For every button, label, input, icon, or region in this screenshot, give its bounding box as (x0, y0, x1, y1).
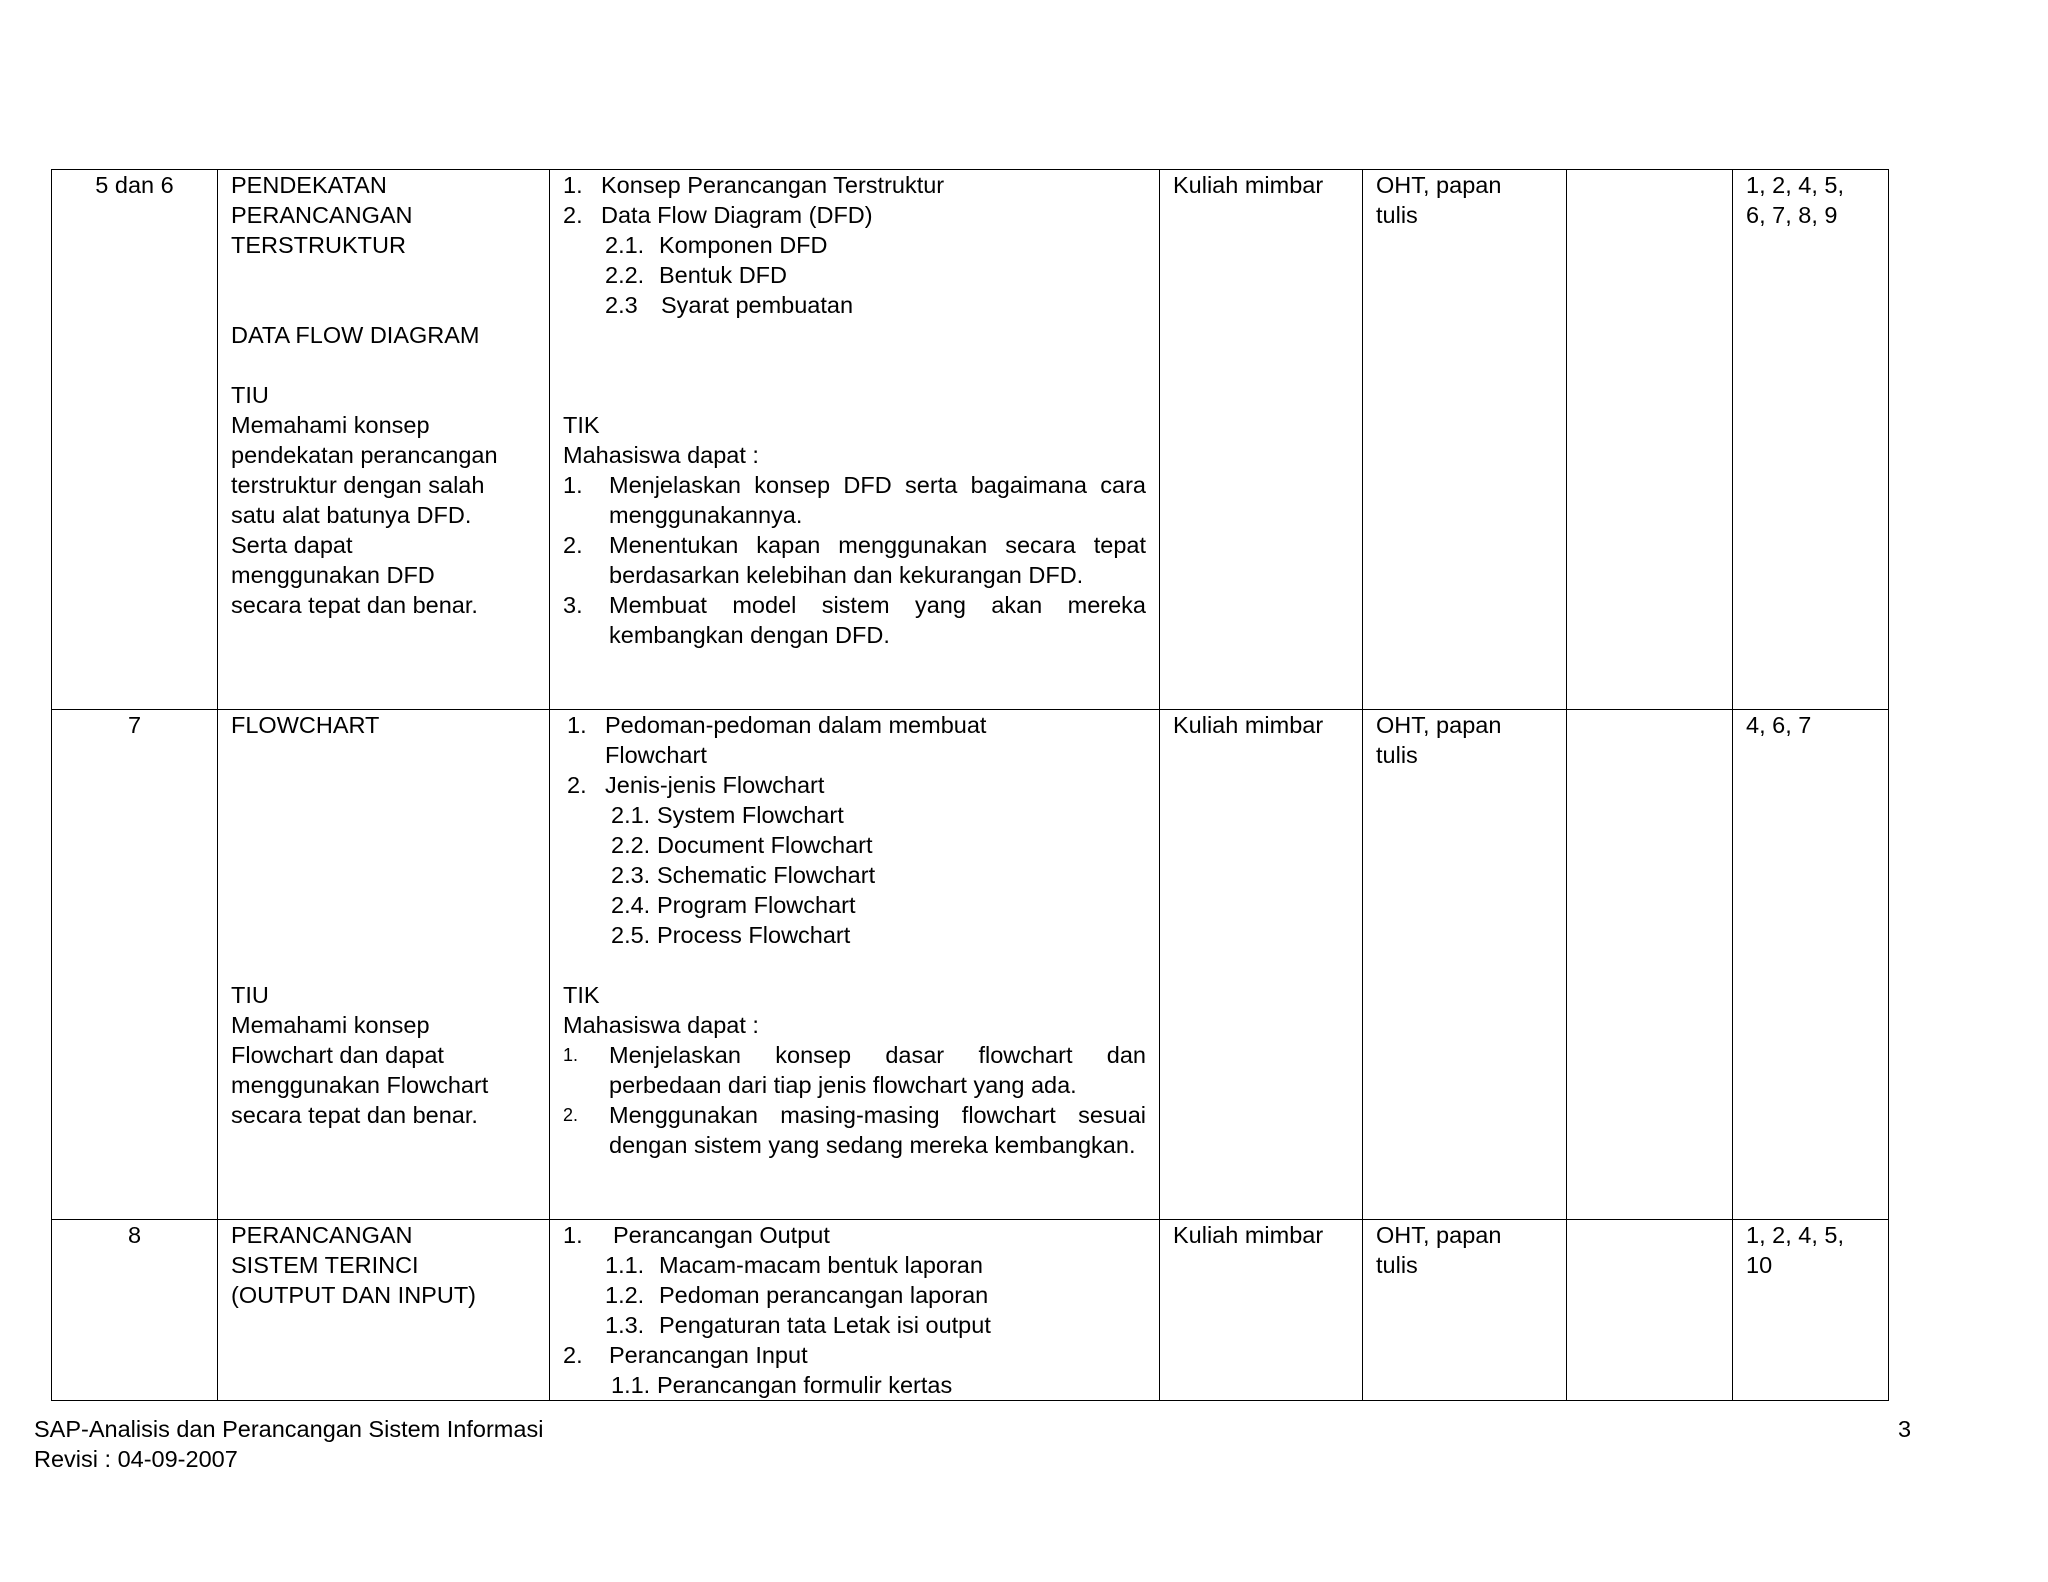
references-cell (1733, 170, 1889, 710)
evaluation-cell (1567, 170, 1733, 710)
tik-label: TIK (563, 982, 600, 1008)
topic-line: FLOWCHART (231, 712, 380, 738)
list-item: 2. Data Flow Diagram (DFD) (563, 202, 873, 228)
list-item: 2.4. Program Flowchart (611, 892, 856, 918)
tiu-line: Flowchart dan dapat (231, 1042, 444, 1068)
list-item: 2. Menentukan kapan menggunakan secara tepat berdasarkan kelebihan dan kekurangan DFD. (563, 532, 1146, 588)
list-item: 2.2. Bentuk DFD (605, 262, 787, 288)
method-label: Kuliah mimbar (1173, 172, 1324, 198)
method-label: Kuliah mimbar (1173, 712, 1324, 738)
tiu-line: secara tepat dan benar. (231, 592, 478, 618)
list-item: 1.2. Pedoman perancangan laporan (605, 1282, 989, 1308)
topic-line: (OUTPUT DAN INPUT) (231, 1282, 477, 1308)
reference-line: 1, 2, 4, 5, (1746, 1222, 1844, 1248)
reference-line: 4, 6, 7 (1746, 712, 1812, 738)
footer-revision: Revisi : 04-09-2007 (34, 1446, 238, 1472)
list-item: Flowchart (605, 742, 707, 768)
week-cell (52, 710, 218, 1220)
list-item: 2.1. Komponen DFD (605, 232, 828, 258)
list-item: 3. Membuat model sistem yang akan mereka kembangkan dengan DFD. (563, 592, 1146, 648)
method-label: Kuliah mimbar (1173, 1222, 1324, 1248)
topic-cell (218, 170, 550, 710)
content-cell (550, 1220, 1160, 1401)
list-item: 1. Pedoman-pedoman dalam membuat (567, 712, 987, 738)
list-item: 2.5. Process Flowchart (611, 922, 851, 948)
tiu-line: menggunakan Flowchart (231, 1072, 489, 1098)
table-row (52, 170, 1889, 710)
method-cell (1160, 170, 1363, 710)
list-item: 1. Menjelaskan konsep DFD serta bagaimana cara menggunakannya. (563, 472, 1146, 528)
method-cell (1160, 710, 1363, 1220)
tik-label: TIK (563, 412, 600, 438)
media-line: OHT, papan (1376, 712, 1502, 738)
tiu-line: Serta dapat (231, 532, 353, 558)
topic-line: PERANCANGAN (231, 1222, 413, 1248)
topic-line: PERANCANGAN (231, 202, 413, 228)
table-row (52, 1220, 1889, 1401)
method-cell (1160, 1220, 1363, 1401)
list-item: 2. Menggunakan masing-masing flowchart sesuai dengan sistem yang sedang mereka kembangkan. (563, 1102, 1146, 1158)
reference-line: 6, 7, 8, 9 (1746, 202, 1838, 228)
list-item: 1.1. Perancangan formulir kertas (611, 1372, 953, 1398)
topic-subtitle: DATA FLOW DIAGRAM (231, 322, 480, 348)
week-cell (52, 170, 218, 710)
list-item: 1.3. Pengaturan tata Letak isi output (605, 1312, 991, 1338)
media-cell (1363, 1220, 1567, 1401)
list-item: 2.3. Schematic Flowchart (611, 862, 876, 888)
media-line: OHT, papan (1376, 1222, 1502, 1248)
media-line: tulis (1376, 742, 1418, 768)
list-item: 2.3 Syarat pembuatan (605, 292, 854, 318)
tiu-line: terstruktur dengan salah (231, 472, 485, 498)
topic-line: TERSTRUKTUR (231, 232, 406, 258)
list-item: 2. Jenis-jenis Flowchart (567, 772, 825, 798)
media-cell (1363, 710, 1567, 1220)
media-line: tulis (1376, 1252, 1418, 1278)
tik-intro: Mahasiswa dapat : (563, 442, 759, 468)
topic-line: PENDEKATAN (231, 172, 387, 198)
footer-title: SAP-Analisis dan Perancangan Sistem Informasi (34, 1416, 544, 1442)
list-item: 1. Konsep Perancangan Terstruktur (563, 172, 945, 198)
references-cell (1733, 710, 1889, 1220)
topic-cell (218, 710, 550, 1220)
list-item: 1. Menjelaskan konsep dasar flowchart dan perbedaan dari tiap jenis flowchart yang ada. (563, 1042, 1146, 1098)
reference-line: 10 (1746, 1252, 1773, 1278)
tik-intro: Mahasiswa dapat : (563, 1012, 759, 1038)
tiu-label: TIU (231, 382, 269, 408)
list-item: 2.2. Document Flowchart (611, 832, 873, 858)
list-item: 1. Perancangan Output (563, 1222, 830, 1248)
tiu-label: TIU (231, 982, 269, 1008)
tiu-line: Memahami konsep (231, 1012, 430, 1038)
media-line: tulis (1376, 202, 1418, 228)
content-cell (550, 710, 1160, 1220)
evaluation-cell (1567, 710, 1733, 1220)
page-footer (34, 1414, 543, 1474)
page-number: 3 (1898, 1416, 1912, 1442)
table-row (52, 710, 1889, 1220)
tiu-line: menggunakan DFD (231, 562, 435, 588)
tiu-line: pendekatan perancangan (231, 442, 498, 468)
reference-line: 1, 2, 4, 5, (1746, 172, 1844, 198)
sap-table (51, 169, 1889, 1401)
tiu-line: satu alat batunya DFD. (231, 502, 472, 528)
media-line: OHT, papan (1376, 172, 1502, 198)
week-cell (52, 1220, 218, 1401)
media-cell (1363, 170, 1567, 710)
tiu-line: secara tepat dan benar. (231, 1102, 478, 1128)
references-cell (1733, 1220, 1889, 1401)
week-label: 5 dan 6 (95, 172, 174, 198)
evaluation-cell (1567, 1220, 1733, 1401)
week-label: 7 (127, 712, 142, 738)
topic-cell (218, 1220, 550, 1401)
week-label: 8 (127, 1222, 142, 1248)
list-item: 1.1. Macam-macam bentuk laporan (605, 1252, 983, 1278)
tiu-line: Memahami konsep (231, 412, 430, 438)
topic-line: SISTEM TERINCI (231, 1252, 419, 1278)
list-item: 2.1. System Flowchart (611, 802, 844, 828)
content-cell (550, 170, 1160, 710)
list-item: 2. Perancangan Input (563, 1342, 808, 1368)
